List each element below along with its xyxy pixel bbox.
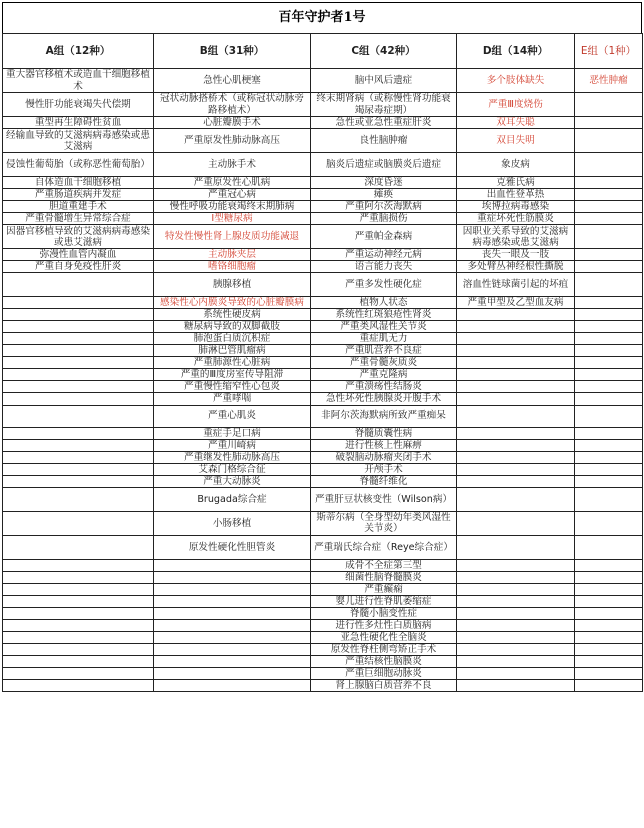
group-a-cell — [3, 511, 154, 535]
group-d-cell: 双耳失聪 — [457, 117, 575, 129]
group-e-cell — [575, 345, 643, 357]
group-a-cell — [3, 297, 154, 309]
group-a-cell — [3, 405, 154, 427]
group-a-cell — [3, 475, 154, 487]
group-a-cell — [3, 427, 154, 439]
group-c-cell: 植物人状态 — [311, 297, 457, 309]
group-d-cell — [457, 309, 575, 321]
group-c-cell: 良性脑肿瘤 — [311, 129, 457, 153]
group-c-cell: 斯蒂尔病（全身型幼年类风湿性关节炎） — [311, 511, 457, 535]
group-b-cell: 严重原发性心肌病 — [154, 177, 311, 189]
table-row — [3, 643, 643, 655]
group-e-cell — [575, 571, 643, 583]
group-d-cell: 双目失明 — [457, 129, 575, 153]
group-a-cell: 严重骨髓增生异常综合症 — [3, 213, 154, 225]
group-d-cell: 严重Ⅲ度烧伤 — [457, 93, 575, 117]
group-b-cell: 严重心肌炎 — [154, 405, 311, 427]
table-row — [3, 273, 643, 297]
group-c-cell: 成骨不全症第三型 — [311, 559, 457, 571]
group-e-cell — [575, 487, 643, 511]
group-b-cell — [154, 655, 311, 667]
group-b-cell: 严重继发性肺动脉高压 — [154, 451, 311, 463]
group-c-cell: 严重癫痫 — [311, 583, 457, 595]
group-e-cell — [575, 439, 643, 451]
group-b-cell: 原发性硬化性胆管炎 — [154, 535, 311, 559]
group-d-cell: 克雅氏病 — [457, 177, 575, 189]
group-e-cell — [575, 177, 643, 189]
group-a-cell — [3, 631, 154, 643]
group-d-cell — [457, 475, 575, 487]
header-group-d: D组（14种） — [457, 34, 575, 69]
group-c-cell: 非阿尔茨海默病所致严重痴呆 — [311, 405, 457, 427]
group-b-cell: 严重川崎病 — [154, 439, 311, 451]
group-b-cell — [154, 571, 311, 583]
group-b-cell: 系统性硬皮病 — [154, 309, 311, 321]
group-a-cell — [3, 643, 154, 655]
group-e-cell — [575, 321, 643, 333]
group-c-cell: 严重瑞氏综合症（Reye综合症） — [311, 535, 457, 559]
group-b-cell — [154, 595, 311, 607]
group-d-cell — [457, 439, 575, 451]
group-d-cell — [457, 487, 575, 511]
group-d-cell — [457, 427, 575, 439]
table-row — [3, 571, 643, 583]
group-d-cell — [457, 451, 575, 463]
group-c-cell: 开颅手术 — [311, 463, 457, 475]
header-group-a: A组（12种） — [3, 34, 154, 69]
group-e-cell — [575, 273, 643, 297]
group-b-cell — [154, 559, 311, 571]
group-a-cell — [3, 357, 154, 369]
group-a-cell — [3, 309, 154, 321]
group-e-cell — [575, 309, 643, 321]
group-b-cell: 主动脉手术 — [154, 153, 311, 177]
table-row — [3, 427, 643, 439]
group-b-cell: 严重冠心病 — [154, 189, 311, 201]
table-row — [3, 321, 643, 333]
group-a-cell: 慢性肝功能衰竭失代偿期 — [3, 93, 154, 117]
group-b-cell: 严重的Ⅲ度房室传导阻滞 — [154, 369, 311, 381]
group-c-cell: 严重骨髓灰质炎 — [311, 357, 457, 369]
group-a-cell — [3, 655, 154, 667]
group-c-cell: 严重类风湿性关节炎 — [311, 321, 457, 333]
group-d-cell — [457, 667, 575, 679]
group-e-cell — [575, 427, 643, 439]
group-e-cell — [575, 511, 643, 535]
group-b-cell — [154, 583, 311, 595]
group-b-cell: 严重慢性缩窄性心包炎 — [154, 381, 311, 393]
group-e-cell — [575, 225, 643, 249]
group-d-cell — [457, 333, 575, 345]
group-d-cell — [457, 583, 575, 595]
group-e-cell — [575, 381, 643, 393]
group-e-cell — [575, 261, 643, 273]
group-e-cell — [575, 129, 643, 153]
group-a-cell: 弥漫性血管内凝血 — [3, 249, 154, 261]
group-b-cell: I型糖尿病 — [154, 213, 311, 225]
group-b-cell — [154, 667, 311, 679]
table-row — [3, 463, 643, 475]
group-d-cell — [457, 405, 575, 427]
group-e-cell — [575, 451, 643, 463]
group-e-cell — [575, 297, 643, 309]
group-e-cell — [575, 93, 643, 117]
group-d-cell — [457, 607, 575, 619]
group-e-cell — [575, 475, 643, 487]
group-a-cell — [3, 321, 154, 333]
group-c-cell: 进行性核上性麻痹 — [311, 439, 457, 451]
group-c-cell: 破裂脑动脉瘤夹闭手术 — [311, 451, 457, 463]
table-row — [3, 201, 643, 213]
table-row — [3, 595, 643, 607]
group-e-cell: 恶性肿瘤 — [575, 69, 643, 93]
group-c-cell: 急性或亚急性重症肝炎 — [311, 117, 457, 129]
group-a-cell: 侵蚀性葡萄胎（或称恶性葡萄胎） — [3, 153, 154, 177]
table-row — [3, 309, 643, 321]
group-c-cell: 语言能力丧失 — [311, 261, 457, 273]
group-b-cell: 感染性心内膜炎导致的心脏瓣膜病 — [154, 297, 311, 309]
table-row — [3, 333, 643, 345]
group-d-cell — [457, 369, 575, 381]
group-b-cell — [154, 679, 311, 691]
group-b-cell: 严重肺源性心脏病 — [154, 357, 311, 369]
group-a-cell — [3, 381, 154, 393]
group-a-cell — [3, 559, 154, 571]
group-b-cell — [154, 619, 311, 631]
group-c-cell: 终末期肾病（或称慢性肾功能衰竭尿毒症期） — [311, 93, 457, 117]
group-d-cell — [457, 393, 575, 405]
group-d-cell — [457, 321, 575, 333]
group-a-cell — [3, 583, 154, 595]
table-row — [3, 631, 643, 643]
group-a-cell — [3, 619, 154, 631]
group-e-cell — [575, 393, 643, 405]
group-b-cell — [154, 631, 311, 643]
group-a-cell — [3, 439, 154, 451]
group-c-cell: 严重巨细胞动脉炎 — [311, 667, 457, 679]
group-b-cell: 冠状动脉搭桥术（或称冠状动脉旁路移植术） — [154, 93, 311, 117]
group-a-cell: 重大器官移植术或造血干细胞移植术 — [3, 69, 154, 93]
group-e-cell — [575, 643, 643, 655]
group-c-cell: 严重运动神经元病 — [311, 249, 457, 261]
table-row — [3, 369, 643, 381]
group-a-cell — [3, 451, 154, 463]
header-group-b: B组（31种） — [154, 34, 311, 69]
group-a-cell — [3, 667, 154, 679]
group-d-cell — [457, 511, 575, 535]
group-c-cell: 系统性红斑狼疮性肾炎 — [311, 309, 457, 321]
group-e-cell — [575, 595, 643, 607]
table-row — [3, 189, 643, 201]
table-row — [3, 583, 643, 595]
group-a-cell — [3, 607, 154, 619]
group-b-cell: 慢性呼吸功能衰竭终末期肺病 — [154, 201, 311, 213]
group-b-cell: 心脏瓣膜手术 — [154, 117, 311, 129]
table-row — [3, 451, 643, 463]
group-d-cell — [457, 357, 575, 369]
group-c-cell: 脑中风后遗症 — [311, 69, 457, 93]
table-row — [3, 357, 643, 369]
group-d-cell: 重症坏死性筋膜炎 — [457, 213, 575, 225]
group-c-cell: 婴儿进行性脊肌萎缩症 — [311, 595, 457, 607]
group-d-cell — [457, 655, 575, 667]
group-a-cell: 胆道重建手术 — [3, 201, 154, 213]
table-row — [3, 655, 643, 667]
group-b-cell: Brugada综合症 — [154, 487, 311, 511]
group-c-cell: 亚急性硬化性全脑炎 — [311, 631, 457, 643]
group-a-cell — [3, 393, 154, 405]
group-b-cell: 小肠移植 — [154, 511, 311, 535]
table-row — [3, 225, 643, 249]
table-row — [3, 607, 643, 619]
group-a-cell: 因器官移植导致的艾滋病病毒感染或患艾滋病 — [3, 225, 154, 249]
group-d-cell — [457, 571, 575, 583]
group-c-cell: 严重肝豆状核变性（Wilson病） — [311, 487, 457, 511]
group-a-cell — [3, 273, 154, 297]
page-title: 百年守护者1号 — [2, 2, 642, 33]
group-a-cell — [3, 571, 154, 583]
table-row — [3, 345, 643, 357]
group-b-cell: 急性心肌梗塞 — [154, 69, 311, 93]
group-c-cell: 进行性多灶性白质脑病 — [311, 619, 457, 631]
group-a-cell — [3, 333, 154, 345]
group-c-cell: 严重阿尔茨海默病 — [311, 201, 457, 213]
group-e-cell — [575, 333, 643, 345]
table-row — [3, 679, 643, 691]
group-d-cell: 多处臂丛神经根性撕脱 — [457, 261, 575, 273]
group-d-cell: 溶血性链球菌引起的坏疽 — [457, 273, 575, 297]
table-row — [3, 93, 643, 117]
group-c-cell: 脊髓纤维化 — [311, 475, 457, 487]
document-page — [2, 2, 642, 692]
group-e-cell — [575, 117, 643, 129]
group-d-cell: 出血性登革热 — [457, 189, 575, 201]
group-c-cell: 肾上腺脑白质营养不良 — [311, 679, 457, 691]
group-c-cell: 严重溃疡性结肠炎 — [311, 381, 457, 393]
group-c-cell: 严重多发性硬化症 — [311, 273, 457, 297]
group-c-cell: 急性坏死性胰腺炎开腹手术 — [311, 393, 457, 405]
group-b-cell: 严重原发性肺动脉高压 — [154, 129, 311, 153]
group-d-cell — [457, 381, 575, 393]
group-a-cell — [3, 679, 154, 691]
group-c-cell: 严重肌营养不良症 — [311, 345, 457, 357]
group-a-cell: 自体造血干细胞移植 — [3, 177, 154, 189]
group-e-cell — [575, 607, 643, 619]
group-b-cell: 肺泡蛋白质沉积症 — [154, 333, 311, 345]
table-row — [3, 475, 643, 487]
group-c-cell: 细菌性脑脊髓膜炎 — [311, 571, 457, 583]
group-c-cell: 脊髓质囊性病 — [311, 427, 457, 439]
group-d-cell — [457, 643, 575, 655]
group-e-cell — [575, 631, 643, 643]
group-a-cell: 严重肠道疾病并发症 — [3, 189, 154, 201]
group-c-cell: 脑炎后遗症或脑膜炎后遗症 — [311, 153, 457, 177]
table-row — [3, 261, 643, 273]
table-row — [3, 249, 643, 261]
group-b-cell: 特发性慢性肾上腺皮质功能减退 — [154, 225, 311, 249]
group-e-cell — [575, 405, 643, 427]
group-e-cell — [575, 559, 643, 571]
group-c-cell: 脊髓小脑变性症 — [311, 607, 457, 619]
group-a-cell — [3, 595, 154, 607]
group-d-cell — [457, 535, 575, 559]
group-d-cell: 因职业关系导致的艾滋病病毒感染或患艾滋病 — [457, 225, 575, 249]
group-b-cell: 胰腺移植 — [154, 273, 311, 297]
group-d-cell: 埃博拉病毒感染 — [457, 201, 575, 213]
group-b-cell: 艾森门格综合征 — [154, 463, 311, 475]
group-e-cell — [575, 679, 643, 691]
table-row — [3, 153, 643, 177]
group-e-cell — [575, 249, 643, 261]
group-b-cell: 主动脉夹层 — [154, 249, 311, 261]
table-row — [3, 535, 643, 559]
group-b-cell: 糖尿病导致的双脚截肢 — [154, 321, 311, 333]
group-e-cell — [575, 463, 643, 475]
group-e-cell — [575, 201, 643, 213]
group-d-cell: 丧失一眼及一肢 — [457, 249, 575, 261]
group-a-cell — [3, 369, 154, 381]
table-row — [3, 439, 643, 451]
group-a-cell — [3, 535, 154, 559]
group-e-cell — [575, 655, 643, 667]
table-row — [3, 213, 643, 225]
group-e-cell — [575, 213, 643, 225]
table-row — [3, 405, 643, 427]
group-c-cell: 严重脑损伤 — [311, 213, 457, 225]
group-d-cell: 象皮病 — [457, 153, 575, 177]
group-d-cell — [457, 679, 575, 691]
group-c-cell: 重症肌无力 — [311, 333, 457, 345]
group-c-cell: 深度昏迷 — [311, 177, 457, 189]
table-row — [3, 297, 643, 309]
group-a-cell — [3, 345, 154, 357]
table-row — [3, 69, 643, 93]
group-d-cell — [457, 345, 575, 357]
table-row — [3, 511, 643, 535]
table-row — [3, 117, 643, 129]
table-row — [3, 177, 643, 189]
group-a-cell — [3, 487, 154, 511]
group-e-cell — [575, 619, 643, 631]
group-d-cell: 严重甲型及乙型血友病 — [457, 297, 575, 309]
group-d-cell — [457, 619, 575, 631]
group-a-cell — [3, 463, 154, 475]
table-row — [3, 129, 643, 153]
group-c-cell: 瘫痪 — [311, 189, 457, 201]
table-header-row — [3, 34, 643, 69]
group-e-cell — [575, 535, 643, 559]
group-e-cell — [575, 369, 643, 381]
group-d-cell — [457, 631, 575, 643]
coverage-table — [2, 33, 643, 692]
group-e-cell — [575, 153, 643, 177]
group-b-cell: 严重哮喘 — [154, 393, 311, 405]
table-row — [3, 559, 643, 571]
group-b-cell — [154, 643, 311, 655]
table-row — [3, 487, 643, 511]
group-b-cell: 嗜铬细胞瘤 — [154, 261, 311, 273]
group-d-cell — [457, 463, 575, 475]
header-group-e: E组（1种） — [575, 34, 643, 69]
group-d-cell — [457, 595, 575, 607]
group-b-cell: 严重大动脉炎 — [154, 475, 311, 487]
group-c-cell: 原发性脊柱侧弯矫正手术 — [311, 643, 457, 655]
group-b-cell: 肺淋巴管肌瘤病 — [154, 345, 311, 357]
group-d-cell: 多个肢体缺失 — [457, 69, 575, 93]
group-b-cell: 重症手足口病 — [154, 427, 311, 439]
table-row — [3, 619, 643, 631]
table-row — [3, 667, 643, 679]
group-a-cell: 经输血导致的艾滋病病毒感染或患艾滋病 — [3, 129, 154, 153]
group-e-cell — [575, 357, 643, 369]
group-e-cell — [575, 583, 643, 595]
group-c-cell: 严重帕金森病 — [311, 225, 457, 249]
group-b-cell — [154, 607, 311, 619]
table-row — [3, 393, 643, 405]
header-group-c: C组（42种） — [311, 34, 457, 69]
group-a-cell: 严重自身免疫性肝炎 — [3, 261, 154, 273]
table-row — [3, 381, 643, 393]
group-c-cell: 严重克隆病 — [311, 369, 457, 381]
group-e-cell — [575, 189, 643, 201]
group-a-cell: 重型再生障碍性贫血 — [3, 117, 154, 129]
group-d-cell — [457, 559, 575, 571]
group-e-cell — [575, 667, 643, 679]
group-c-cell: 严重结核性脑膜炎 — [311, 655, 457, 667]
